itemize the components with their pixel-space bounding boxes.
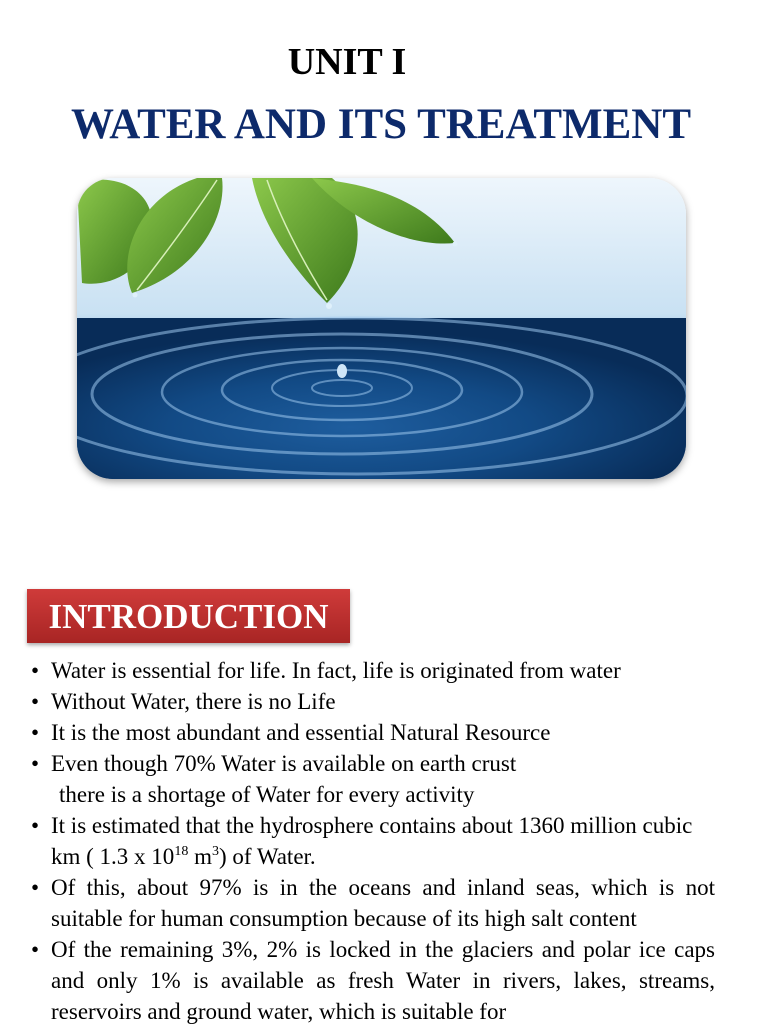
bullet-icon: • bbox=[30, 937, 40, 962]
bullet-icon: • bbox=[30, 658, 40, 683]
list-item: • It is the most abundant and essential Natural Resource bbox=[28, 717, 715, 748]
hero-image bbox=[77, 178, 686, 479]
bullet-icon: • bbox=[30, 813, 40, 838]
list-item: • Of the remaining 3%, 2% is locked in the glaciers and polar ice caps and only 1% is available as fresh Water in rivers, lakes, streams, reservoirs and ground water, which is suitable for bbox=[28, 934, 715, 1027]
bullet-icon: • bbox=[30, 689, 40, 714]
bullet-icon: • bbox=[30, 720, 40, 745]
bullet-icon: • bbox=[30, 875, 40, 900]
list-item: • Water is essential for life. In fact, life is originated from water bbox=[28, 655, 715, 686]
list-item: • Of this, about 97% is in the oceans and inland seas, which is not suitable for human consumption because of its high salt content bbox=[28, 872, 715, 934]
list-item: • Without Water, there is no Life bbox=[28, 686, 715, 717]
bullet-list bbox=[28, 655, 715, 1027]
page-title: WATER AND ITS TREATMENT bbox=[70, 101, 692, 148]
list-item: • It is estimated that the hydrosphere contains about 1360 million cubic km ( 1.3 x $10^{18}$ $m^3$) of Water. bbox=[28, 810, 715, 872]
section-heading-badge: INTRODUCTION bbox=[27, 589, 350, 643]
bullet-icon: • bbox=[30, 751, 40, 776]
unit-title: UNIT I bbox=[287, 41, 407, 83]
list-item: • Even though 70% Water is available on earth crust there is a shortage of Water for every activity bbox=[28, 748, 715, 810]
water-drop-illustration bbox=[77, 178, 686, 479]
